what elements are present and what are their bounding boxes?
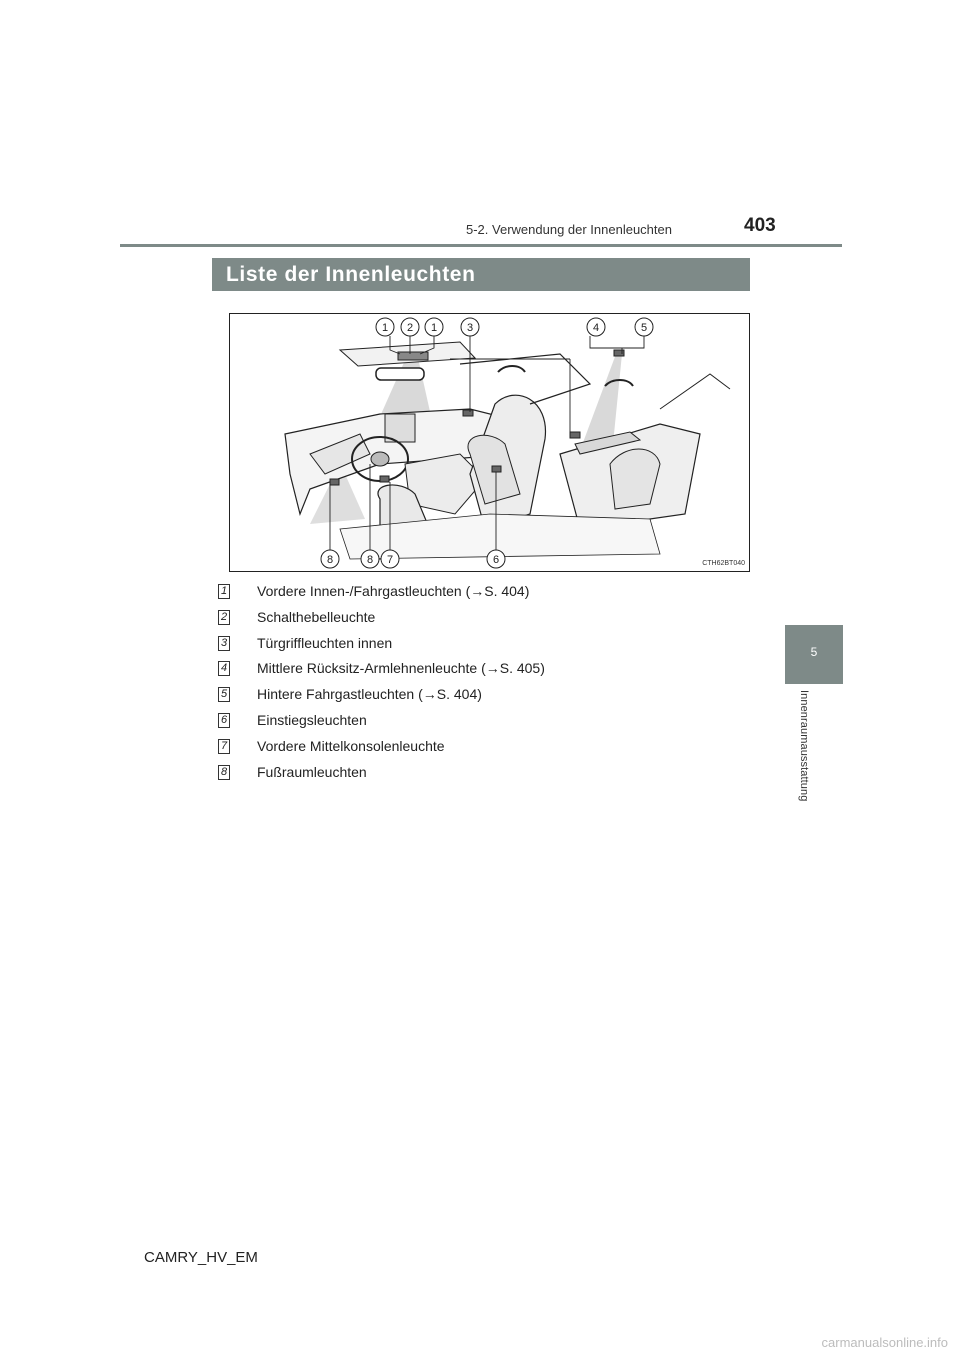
header-divider xyxy=(120,244,842,247)
chapter-tab xyxy=(785,625,843,684)
page-number: 403 xyxy=(744,215,776,236)
legend-item xyxy=(218,711,738,737)
callout-label: 8 xyxy=(326,554,334,566)
legend-item xyxy=(218,763,738,789)
legend-text: Mittlere Rücksitz-Armlehnenleuchte (→S. 405) xyxy=(257,660,545,677)
legend-item xyxy=(218,582,738,608)
running-header-section: 5-2. Verwendung der Innenleuchten xyxy=(466,222,672,237)
sill-lamp xyxy=(492,466,501,472)
section-banner xyxy=(212,258,750,291)
rear-armrest-lamp xyxy=(570,432,580,438)
callout-marker xyxy=(425,318,443,336)
legend-item xyxy=(218,634,738,660)
chapter-number: 5 xyxy=(810,645,818,659)
callout-marker xyxy=(376,318,394,336)
figure-code: CTH62BT040 xyxy=(702,560,745,567)
legend-item xyxy=(218,608,738,634)
callout-marker xyxy=(461,318,479,336)
legend-item xyxy=(218,737,738,763)
legend-text: Vordere Mittelkonsolenleuchte xyxy=(257,737,445,754)
legend-text: Vordere Innen-/Fahrgastleuchten (→S. 404) xyxy=(257,583,530,599)
footwell-lamp xyxy=(330,479,339,485)
chapter-label: Innenraumausstattung xyxy=(798,690,810,802)
console-lamp xyxy=(380,476,389,482)
rear-passenger-lamp xyxy=(614,350,624,356)
callout-label: 8 xyxy=(366,554,374,566)
legend-text: Fußraumleuchten xyxy=(257,763,367,780)
door-handle-lamp xyxy=(463,410,473,416)
callout-marker xyxy=(401,318,419,336)
legend-list xyxy=(218,582,738,788)
callout-label: 6 xyxy=(492,554,500,566)
rear-window-line xyxy=(660,374,730,409)
callout-marker xyxy=(587,318,605,336)
callout-label: 4 xyxy=(592,322,600,334)
legend-number: 2 xyxy=(218,610,230,625)
legend-number: 3 xyxy=(218,636,230,651)
rear-view-mirror xyxy=(376,368,424,380)
legend-number: 1 xyxy=(218,584,230,599)
legend-item xyxy=(218,685,738,711)
legend-number: 8 xyxy=(218,765,230,780)
section-title: Liste der Innenleuchten xyxy=(226,263,476,286)
legend-number: 5 xyxy=(218,687,230,702)
legend-text: Einstiegsleuchten xyxy=(257,711,367,728)
callout-marker xyxy=(487,550,505,568)
legend-text: Hintere Fahrgastleuchten (→S. 404) xyxy=(257,686,482,703)
footer-model-code: CAMRY_HV_EM xyxy=(144,1249,258,1266)
callout-label: 7 xyxy=(386,554,394,566)
car-interior-illustration xyxy=(230,314,749,571)
callout-label: 1 xyxy=(381,322,389,334)
front-lamp xyxy=(398,352,428,360)
callout-marker xyxy=(361,550,379,568)
grab-handle-front xyxy=(498,366,525,372)
legend-text: Schalthebelleuchte xyxy=(257,608,376,625)
legend-text: Türgriffleuchten innen xyxy=(257,634,393,651)
legend-number: 7 xyxy=(218,739,230,754)
callout-label: 2 xyxy=(406,322,414,334)
callout-marker xyxy=(381,550,399,568)
callout-marker xyxy=(321,550,339,568)
watermark: carmanualsonline.info xyxy=(821,1335,948,1350)
legend-number: 4 xyxy=(218,661,230,676)
legend-item xyxy=(218,659,738,685)
callout-marker xyxy=(635,318,653,336)
callout-label: 1 xyxy=(430,322,438,334)
legend-number: 6 xyxy=(218,713,230,728)
interior-lights-figure xyxy=(229,313,750,572)
callout-label: 3 xyxy=(466,322,474,334)
callout-label: 5 xyxy=(640,322,648,334)
